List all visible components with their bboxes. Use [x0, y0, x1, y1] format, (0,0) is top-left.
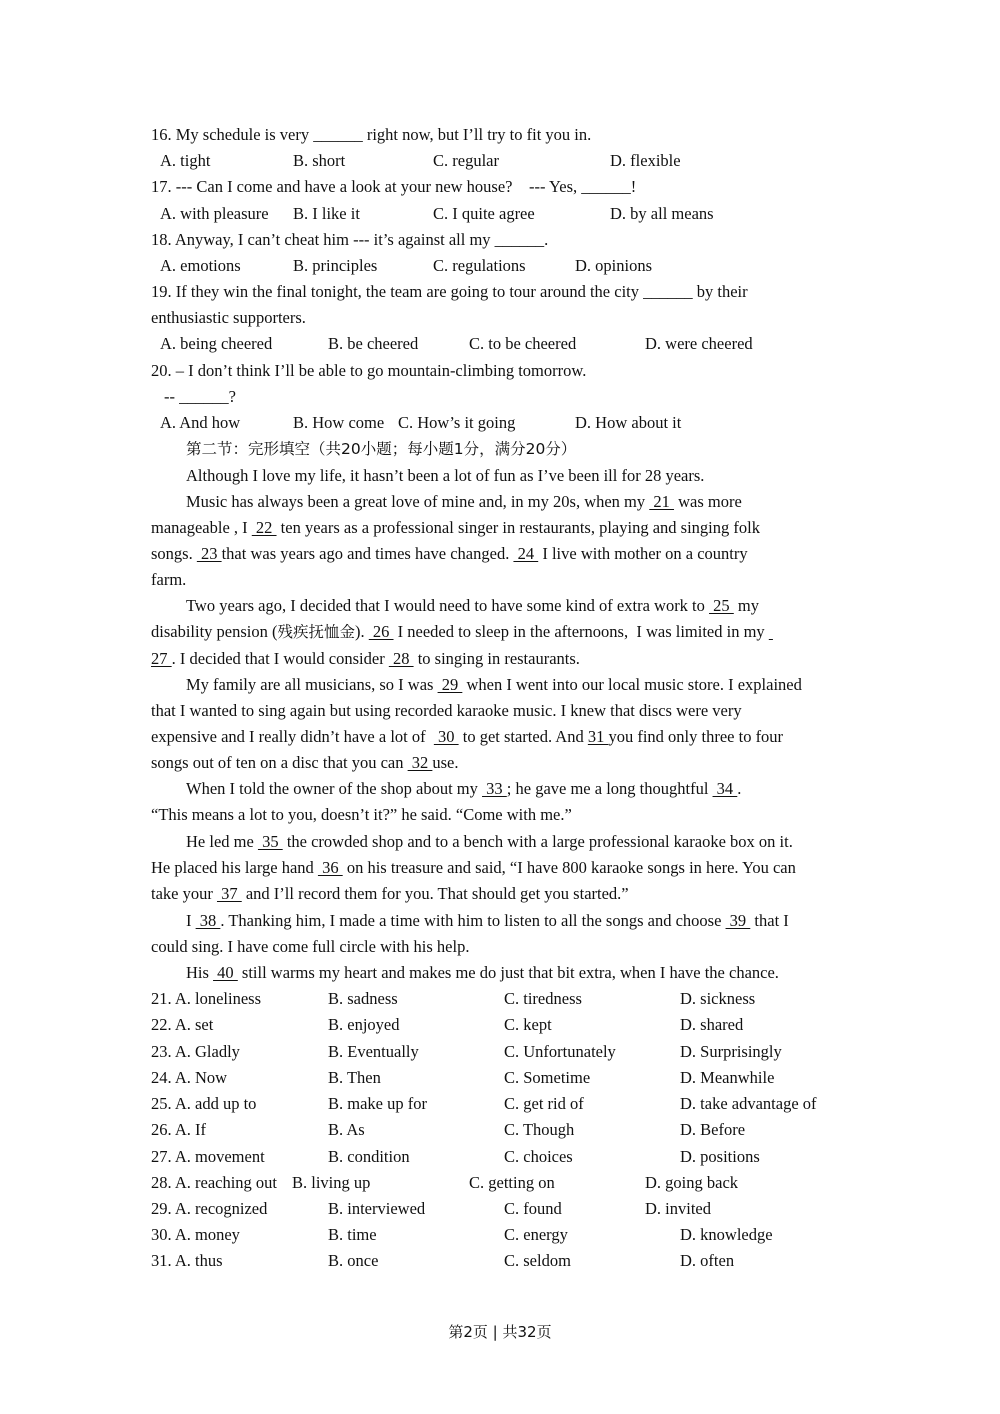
q19-option-d: D. were cheered [645, 334, 753, 353]
q17-option-c: C. I quite agree [433, 204, 535, 223]
blank-31: 31 [587, 727, 609, 746]
text: and I’ll record them for you. That should get you started.” [241, 884, 629, 903]
passage-line: could sing. I have come full circle with his help. [151, 937, 470, 956]
blank-26: 26 [368, 622, 394, 641]
passage-line [151, 855, 796, 881]
passage-line [186, 829, 793, 855]
blank-37: 37 [216, 884, 242, 903]
q19-option-b: B. be cheered [328, 334, 419, 353]
text: . I decided that I would consider [171, 649, 389, 668]
text: I needed to sleep in the afternoons, I was limited in my [393, 622, 769, 641]
option-29-b: B. interviewed [328, 1199, 426, 1218]
option-28-a: 28. A. reaching out [151, 1173, 278, 1192]
text: to get started. And [458, 727, 588, 746]
passage-line: that I wanted to sing again but using recorded karaoke music. I knew that discs were very [151, 701, 742, 720]
q20-option-a: A. And how [160, 413, 241, 432]
text: ; he gave me a long thoughtful [506, 779, 713, 798]
option-31-a: 31. A. thus [151, 1251, 223, 1270]
text: expensive and I really didn’t have a lot of [151, 727, 434, 746]
text: songs out of ten on a disc that you can [151, 753, 408, 772]
option-22-d: D. shared [680, 1015, 744, 1034]
passage-line [151, 619, 773, 645]
question-19-line-2: enthusiastic supporters. [151, 308, 306, 327]
option-23-c: C. Unfortunately [504, 1042, 616, 1061]
question-17: 17. --- Can I come and have a look at your new house? --- Yes, ______! [151, 177, 637, 196]
text: the crowded shop and to a bench with a large professional karaoke box on it. [282, 832, 793, 851]
blank-40: 40 [213, 963, 238, 982]
blank-28: 28 [388, 649, 414, 668]
blank-29: 29 [437, 675, 463, 694]
passage-line [151, 724, 783, 750]
text: disability pension ( [151, 622, 278, 641]
q18-option-c: C. regulations [433, 256, 526, 275]
option-31-b: B. once [328, 1251, 379, 1270]
text: was more [674, 492, 742, 511]
option-30-b: B. time [328, 1225, 377, 1244]
passage-line [186, 489, 742, 515]
question-19-line-1: 19. If they win the final tonight, the team are going to tour around the city ______ by their [151, 282, 748, 301]
blank-38: 38 [195, 911, 221, 930]
blank-30: 30 [433, 727, 459, 746]
q19-option-a: A. being cheered [160, 334, 273, 353]
text: . [737, 779, 742, 798]
option-21-a: 21. A. loneliness [151, 989, 261, 1008]
blank-34: 34 [712, 779, 738, 798]
passage-line: “This means a lot to you, doesn’t it?” he said. “Come with me.” [151, 805, 572, 824]
option-28-b: B. living up [292, 1173, 371, 1192]
option-28-c: C. getting on [469, 1173, 555, 1192]
question-18: 18. Anyway, I can’t cheat him --- it’s against all my ______. [151, 230, 549, 249]
blank-27: 27 [151, 649, 172, 668]
text: my [733, 596, 759, 615]
q18-option-a: A. emotions [160, 256, 241, 275]
text: to singing in restaurants. [413, 649, 580, 668]
text: He led me [186, 832, 258, 851]
passage-line [186, 908, 789, 934]
blank-35: 35 [257, 832, 283, 851]
passage-line [186, 593, 759, 619]
q18-option-d: D. opinions [575, 256, 653, 275]
blank-36: 36 [317, 858, 343, 877]
option-22-b: B. enjoyed [328, 1015, 400, 1034]
passage-line [151, 515, 760, 541]
option-29-d: D. invited [645, 1199, 711, 1218]
text: I [186, 911, 196, 930]
text: Music has always been a great love of mine and, in my 20s, when my [186, 492, 650, 511]
blank-32: 32 [407, 753, 433, 772]
q20-option-d: D. How about it [575, 413, 682, 432]
text: that I [750, 911, 789, 930]
option-24-a: 24. A. Now [151, 1068, 228, 1087]
q19-option-c: C. to be cheered [469, 334, 577, 353]
blank-21: 21 [649, 492, 675, 511]
option-27-b: B. condition [328, 1147, 410, 1166]
text: on his treasure and said, “I have 800 karaoke songs in here. You can [342, 858, 796, 877]
text: ). [355, 622, 369, 641]
q17-option-d: D. by all means [610, 204, 714, 223]
blank-22: 22 [251, 518, 277, 537]
passage-line [151, 750, 459, 776]
option-30-c: C. energy [504, 1225, 568, 1244]
passage-line [186, 672, 802, 698]
text: manageable , I [151, 518, 252, 537]
option-31-d: D. often [680, 1251, 735, 1270]
option-26-b: B. As [328, 1120, 365, 1139]
option-30-d: D. knowledge [680, 1225, 773, 1244]
passage-line [151, 646, 580, 672]
q20-option-b: B. How come [293, 413, 385, 432]
text: His [186, 963, 214, 982]
option-29-a: 29. A. recognized [151, 1199, 268, 1218]
option-27-a: 27. A. movement [151, 1147, 265, 1166]
blank-27-start [769, 622, 773, 641]
option-23-a: 23. A. Gladly [151, 1042, 240, 1061]
option-27-c: C. choices [504, 1147, 573, 1166]
question-20-line-1: 20. – I don’t think I’ll be able to go mountain-climbing tomorrow. [151, 361, 587, 380]
option-25-b: B. make up for [328, 1094, 427, 1113]
q18-option-b: B. principles [293, 256, 378, 275]
text: 残疾抚恤金 [277, 623, 356, 641]
text: My family are all musicians, so I was [186, 675, 438, 694]
q16-option-c: C. regular [433, 151, 499, 170]
option-21-c: C. tiredness [504, 989, 582, 1008]
option-22-a: 22. A. set [151, 1015, 214, 1034]
option-24-c: C. Sometime [504, 1068, 591, 1087]
q20-option-c: C. How’s it going [398, 413, 516, 432]
text: you find only three to four [608, 727, 784, 746]
option-25-d: D. take advantage of [680, 1094, 817, 1113]
text: He placed his large hand [151, 858, 318, 877]
option-26-a: 26. A. If [151, 1120, 206, 1139]
q17-option-a: A. with pleasure [160, 204, 269, 223]
option-24-d: D. Meanwhile [680, 1068, 775, 1087]
blank-33: 33 [482, 779, 507, 798]
option-24-b: B. Then [328, 1068, 381, 1087]
question-20-line-2: -- ______? [164, 387, 236, 406]
text: that was years ago and times have changed. [221, 544, 514, 563]
passage-line: farm. [151, 570, 187, 589]
text: take your [151, 884, 217, 903]
q16-option-d: D. flexible [610, 151, 681, 170]
passage-line [186, 960, 779, 986]
text: when I went into our local music store. I explained [462, 675, 802, 694]
page-footer: 第2页 | 共32页 [448, 1323, 552, 1341]
q17-option-b: B. I like it [293, 204, 360, 223]
passage-line [186, 776, 741, 802]
option-26-d: D. Before [680, 1120, 746, 1139]
text: Two years ago, I decided that I would need to have some kind of extra work to [186, 596, 710, 615]
option-23-b: B. Eventually [328, 1042, 419, 1061]
text: songs. [151, 544, 197, 563]
passage-line [151, 541, 748, 567]
option-27-d: D. positions [680, 1147, 760, 1166]
q16-option-a: A. tight [160, 151, 211, 170]
text: ten years as a professional singer in restaurants, playing and singing folk [276, 518, 760, 537]
text: use. [432, 753, 459, 772]
option-28-d: D. going back [645, 1173, 739, 1192]
section-heading: 第二节：完形填空（共20小题；每小题1分，满分20分） [186, 440, 577, 458]
blank-24: 24 [513, 544, 539, 563]
option-26-c: C. Though [504, 1120, 575, 1139]
option-22-c: C. kept [504, 1015, 552, 1034]
text: I live with mother on a country [538, 544, 748, 563]
q16-option-b: B. short [293, 151, 346, 170]
option-30-a: 30. A. money [151, 1225, 240, 1244]
option-23-d: D. Surprisingly [680, 1042, 782, 1061]
option-25-a: 25. A. add up to [151, 1094, 257, 1113]
option-25-c: C. get rid of [504, 1094, 584, 1113]
text: . Thanking him, I made a time with him to listen to all the songs and choose [220, 911, 726, 930]
text: When I told the owner of the shop about my [186, 779, 483, 798]
passage-line: Although I love my life, it hasn’t been a lot of fun as I’ve been ill for 28 years. [186, 466, 705, 485]
blank-39: 39 [725, 911, 751, 930]
blank-23: 23 [196, 544, 222, 563]
option-21-b: B. sadness [328, 989, 398, 1008]
option-21-d: D. sickness [680, 989, 756, 1008]
text: still warms my heart and makes me do just that bit extra, when I have the chance. [237, 963, 779, 982]
passage-line [151, 881, 629, 907]
question-16: 16. My schedule is very ______ right now, but I’ll try to fit you in. [151, 125, 592, 144]
option-31-c: C. seldom [504, 1251, 571, 1270]
option-29-c: C. found [504, 1199, 562, 1218]
blank-25: 25 [709, 596, 734, 615]
